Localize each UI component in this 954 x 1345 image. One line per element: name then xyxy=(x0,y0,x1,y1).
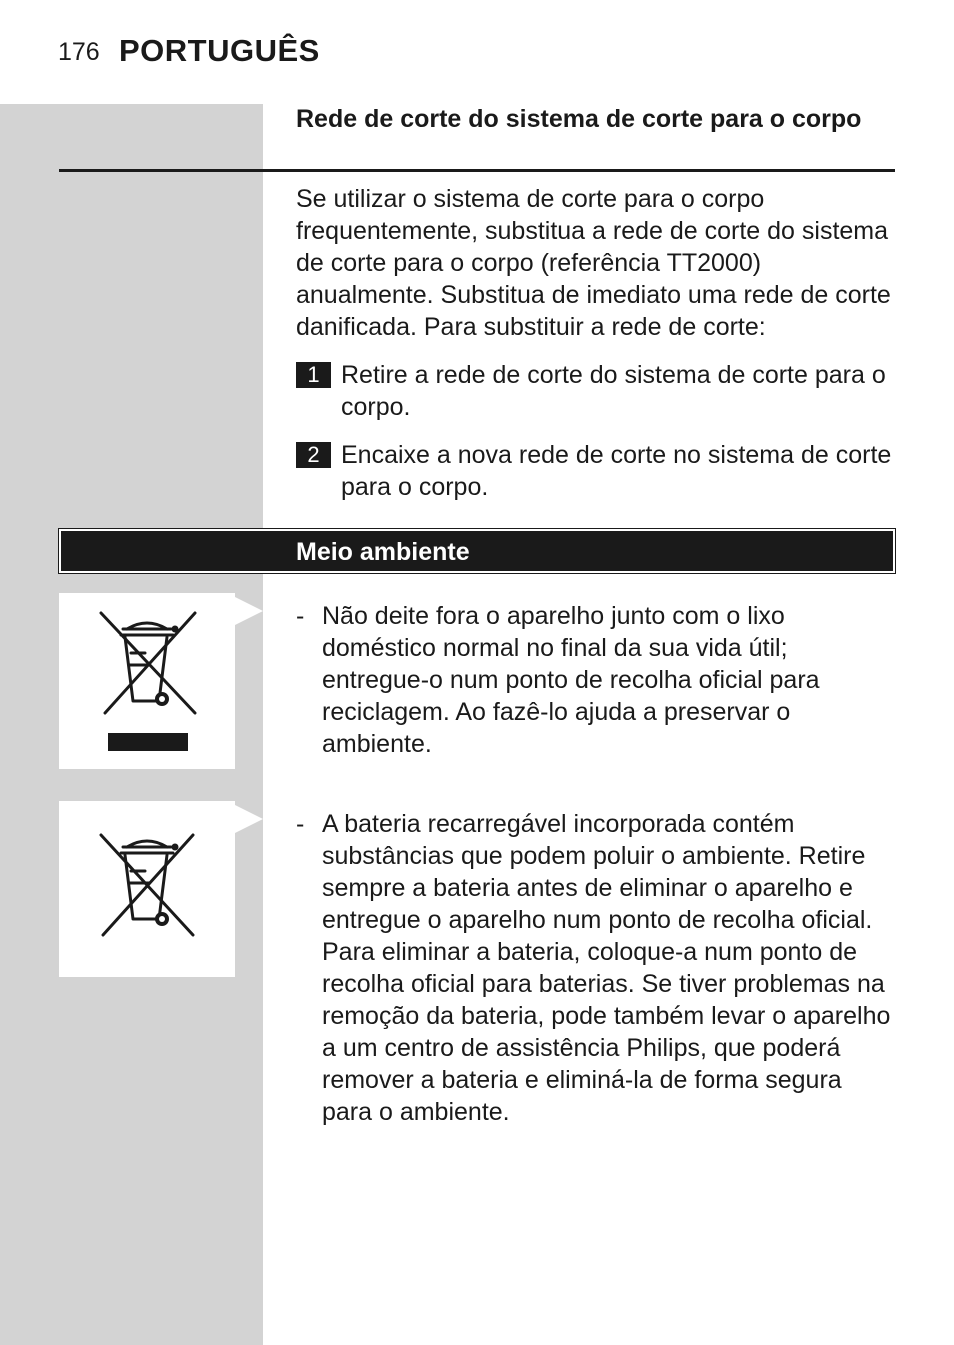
section-bar-environment xyxy=(59,529,895,573)
step-number: 1 xyxy=(296,362,331,388)
page-number: 176 xyxy=(58,38,100,66)
bullet-text: Não deite fora o aparelho junto com o lixo doméstico normal no final da sua vida útil; entregue-o num ponto de recolha oficial para reciclagem. Ao fazê-lo ajuda a preservar o ambiente. xyxy=(322,602,820,758)
crossed-out-wheelie-bin-icon xyxy=(59,801,235,977)
step-text: Encaixe a nova rede de corte no sistema de corte para o corpo. xyxy=(341,441,892,501)
crossed-out-wheelie-bin-icon xyxy=(59,593,235,769)
section-divider xyxy=(59,169,895,172)
intro-paragraph: Se utilizar o sistema de corte para o corpo frequentemente, substitua a rede de corte do sistema de corte para o corpo (referência TT2000) anualmente. Substitua de imediato uma rede de corte danificada. Para substituir a rede de corte: xyxy=(296,185,891,341)
language-title: PORTUGUÊS xyxy=(119,33,320,68)
bullet-text: A bateria recarregável incorporada contém substâncias que podem poluir o ambiente. Retire sempre a bateria antes de eliminar o aparelho e entregue o aparelho num ponto de recolha oficial. Para eliminar a bateria, coloque-a num ponto de recolha oficial para baterias. Se tiver problemas na remoção da bateria, pode também levar o aparelho a um centro de assistência Philips, que poderá remover a bateria e eliminá-la de forma segura para o ambiente. xyxy=(322,810,891,1126)
bullet-dash: - xyxy=(296,602,305,630)
callout-pointer xyxy=(235,805,263,833)
section-heading-cutter: Rede de corte do sistema de corte para o corpo xyxy=(296,105,862,133)
step-number: 2 xyxy=(296,442,331,468)
step-text: Retire a rede de corte do sistema de corte para o corpo. xyxy=(341,361,886,421)
callout-pointer xyxy=(235,597,263,625)
section-heading-environment: Meio ambiente xyxy=(296,538,470,566)
bullet-dash: - xyxy=(296,810,305,838)
